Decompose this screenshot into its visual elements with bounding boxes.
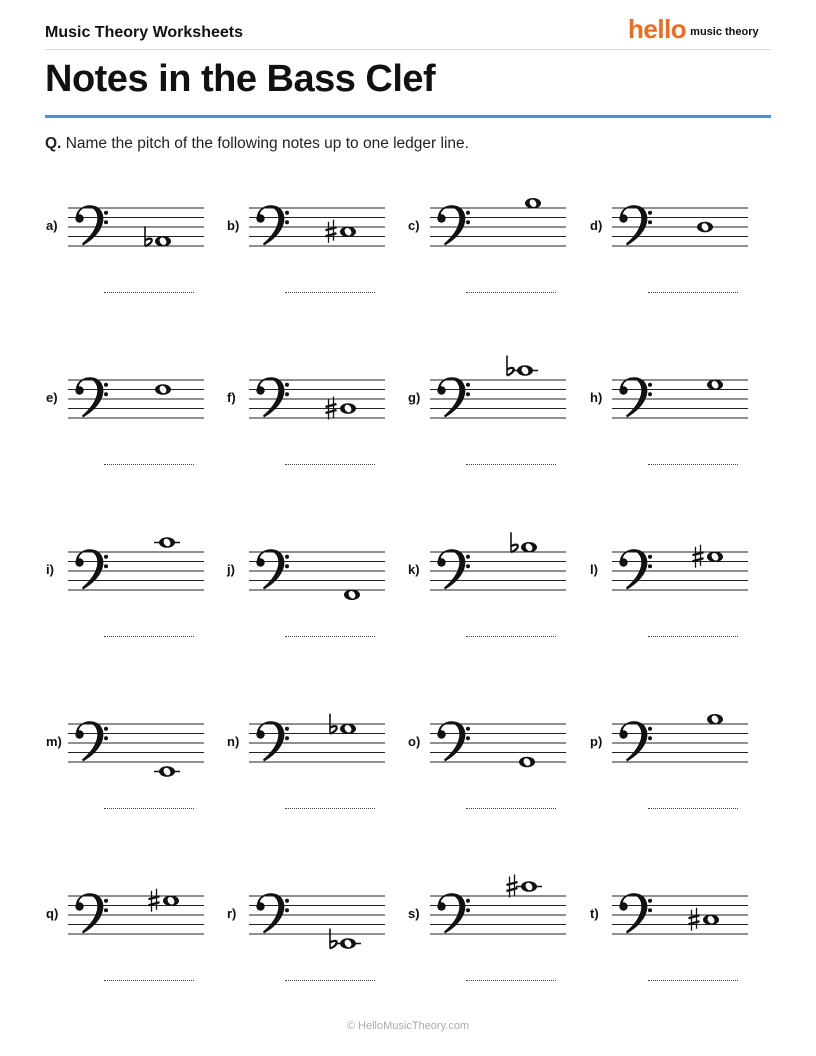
- bass-staff: [68, 546, 204, 616]
- whole-note: [340, 938, 356, 949]
- whole-note: [340, 226, 356, 237]
- footer-copyright: © HelloMusicTheory.com: [346, 1020, 470, 1032]
- flat-icon: [511, 532, 518, 552]
- flat-icon: [507, 356, 514, 376]
- exercise-item: [590, 718, 780, 828]
- exercise-item: [227, 374, 417, 484]
- page-title: Notes in the Bass Clef: [45, 58, 436, 100]
- header-series-title: Music Theory Worksheets: [45, 24, 243, 41]
- bass-clef-icon: [437, 721, 470, 761]
- exercise-item: [46, 718, 236, 828]
- bass-clef-icon: [256, 549, 289, 589]
- answer-blank[interactable]: [285, 464, 375, 465]
- exercise-label: e): [46, 390, 58, 405]
- whole-note: [517, 365, 533, 376]
- exercise-item: [227, 890, 417, 1000]
- whole-note: [525, 198, 541, 209]
- exercise-item: [46, 374, 236, 484]
- bass-staff: [612, 202, 748, 272]
- exercise-label: l): [590, 562, 598, 577]
- bass-staff: [612, 718, 748, 788]
- whole-note: [707, 551, 723, 562]
- bass-clef-icon: [256, 893, 289, 933]
- exercise-item: [590, 546, 780, 656]
- answer-blank[interactable]: [648, 636, 738, 637]
- question-prompt: [45, 135, 469, 153]
- bass-staff: [430, 546, 566, 616]
- answer-blank[interactable]: [648, 292, 738, 293]
- bass-staff: [68, 374, 204, 444]
- answer-blank[interactable]: [466, 464, 556, 465]
- whole-note: [519, 757, 535, 768]
- exercise-label: a): [46, 218, 58, 233]
- bass-staff: [249, 718, 385, 788]
- exercise-item: [227, 202, 417, 312]
- exercise-item: [408, 890, 598, 1000]
- whole-note: [521, 542, 537, 553]
- exercise-item: [46, 890, 236, 1000]
- exercise-label: f): [227, 390, 236, 405]
- bass-staff: [430, 718, 566, 788]
- bass-clef-icon: [437, 549, 470, 589]
- whole-note: [707, 714, 723, 725]
- answer-blank[interactable]: [466, 980, 556, 981]
- bass-clef-icon: [75, 893, 108, 933]
- whole-note: [340, 723, 356, 734]
- exercise-item: [408, 546, 598, 656]
- bass-staff: [68, 202, 204, 272]
- answer-blank[interactable]: [466, 292, 556, 293]
- exercise-item: [408, 374, 598, 484]
- bass-staff: [430, 374, 566, 444]
- exercise-item: [46, 202, 236, 312]
- whole-note: [155, 236, 171, 247]
- exercise-item: [227, 546, 417, 656]
- question-label: Q.: [45, 135, 62, 152]
- bass-clef-icon: [619, 377, 652, 417]
- exercise-label: k): [408, 562, 420, 577]
- whole-note: [697, 222, 713, 233]
- bass-clef-icon: [619, 721, 652, 761]
- bass-clef-icon: [256, 721, 289, 761]
- exercise-label: d): [590, 218, 603, 233]
- answer-blank[interactable]: [285, 636, 375, 637]
- exercise-label: n): [227, 734, 240, 749]
- exercise-label: m): [46, 734, 62, 749]
- exercise-label: q): [46, 906, 59, 921]
- answer-blank[interactable]: [466, 636, 556, 637]
- exercise-item: [590, 890, 780, 1000]
- logo-subtitle: music theory: [690, 25, 759, 38]
- whole-note: [340, 403, 356, 414]
- exercise-item: [590, 202, 780, 312]
- whole-note: [163, 895, 179, 906]
- exercise-label: b): [227, 218, 240, 233]
- bass-clef-icon: [256, 205, 289, 245]
- whole-note: [521, 881, 537, 892]
- bass-clef-icon: [75, 549, 108, 589]
- bass-staff: [430, 202, 566, 272]
- whole-note: [344, 589, 360, 600]
- answer-blank[interactable]: [466, 808, 556, 809]
- whole-note: [707, 379, 723, 390]
- bass-clef-icon: [437, 205, 470, 245]
- question-text: Name the pitch of the following notes up to one ledger line.: [65, 135, 469, 152]
- sharp-icon: [149, 889, 160, 912]
- whole-note: [159, 537, 175, 548]
- bass-clef-icon: [75, 721, 108, 761]
- exercise-label: s): [408, 906, 420, 921]
- exercise-label: h): [590, 390, 603, 405]
- exercise-label: o): [408, 734, 421, 749]
- bass-clef-icon: [619, 205, 652, 245]
- whole-note: [703, 914, 719, 925]
- bass-staff: [68, 718, 204, 788]
- answer-blank[interactable]: [104, 292, 194, 293]
- bass-clef-icon: [437, 377, 470, 417]
- exercise-item: [590, 374, 780, 484]
- answer-blank[interactable]: [285, 292, 375, 293]
- bass-staff: [249, 890, 385, 960]
- exercise-label: c): [408, 218, 420, 233]
- answer-blank[interactable]: [104, 980, 194, 981]
- answer-blank[interactable]: [285, 980, 375, 981]
- sharp-icon: [326, 220, 337, 243]
- exercise-label: j): [227, 562, 235, 577]
- bass-staff: [249, 374, 385, 444]
- bass-staff: [249, 546, 385, 616]
- bass-clef-icon: [619, 893, 652, 933]
- exercise-label: p): [590, 734, 603, 749]
- bass-clef-icon: [256, 377, 289, 417]
- bass-staff: [430, 890, 566, 960]
- bass-staff: [612, 546, 748, 616]
- answer-blank[interactable]: [648, 808, 738, 809]
- exercise-label: r): [227, 906, 237, 921]
- bass-clef-icon: [75, 205, 108, 245]
- answer-blank[interactable]: [648, 980, 738, 981]
- whole-note: [159, 766, 175, 777]
- bass-staff: [612, 374, 748, 444]
- answer-blank[interactable]: [104, 636, 194, 637]
- exercise-label: g): [408, 390, 421, 405]
- bass-staff: [68, 890, 204, 960]
- exercise-label: t): [590, 906, 599, 921]
- title-underline: [45, 115, 771, 118]
- answer-blank[interactable]: [285, 808, 375, 809]
- exercise-item: [46, 546, 236, 656]
- answer-blank[interactable]: [104, 808, 194, 809]
- sharp-icon: [689, 908, 700, 931]
- sharp-icon: [693, 545, 704, 568]
- bass-clef-icon: [619, 549, 652, 589]
- bass-clef-icon: [437, 893, 470, 933]
- header-divider: [45, 49, 771, 50]
- whole-note: [155, 384, 171, 395]
- brand-logo[interactable]: [628, 14, 759, 44]
- exercise-item: [227, 718, 417, 828]
- logo-hello-text: hello: [628, 13, 687, 44]
- bass-staff: [612, 890, 748, 960]
- sharp-icon: [507, 875, 518, 898]
- bass-clef-icon: [75, 377, 108, 417]
- flat-icon: [330, 929, 337, 949]
- answer-blank[interactable]: [104, 464, 194, 465]
- bass-staff: [249, 202, 385, 272]
- exercise-item: [408, 718, 598, 828]
- exercise-item: [408, 202, 598, 312]
- exercise-label: i): [46, 562, 54, 577]
- answer-blank[interactable]: [648, 464, 738, 465]
